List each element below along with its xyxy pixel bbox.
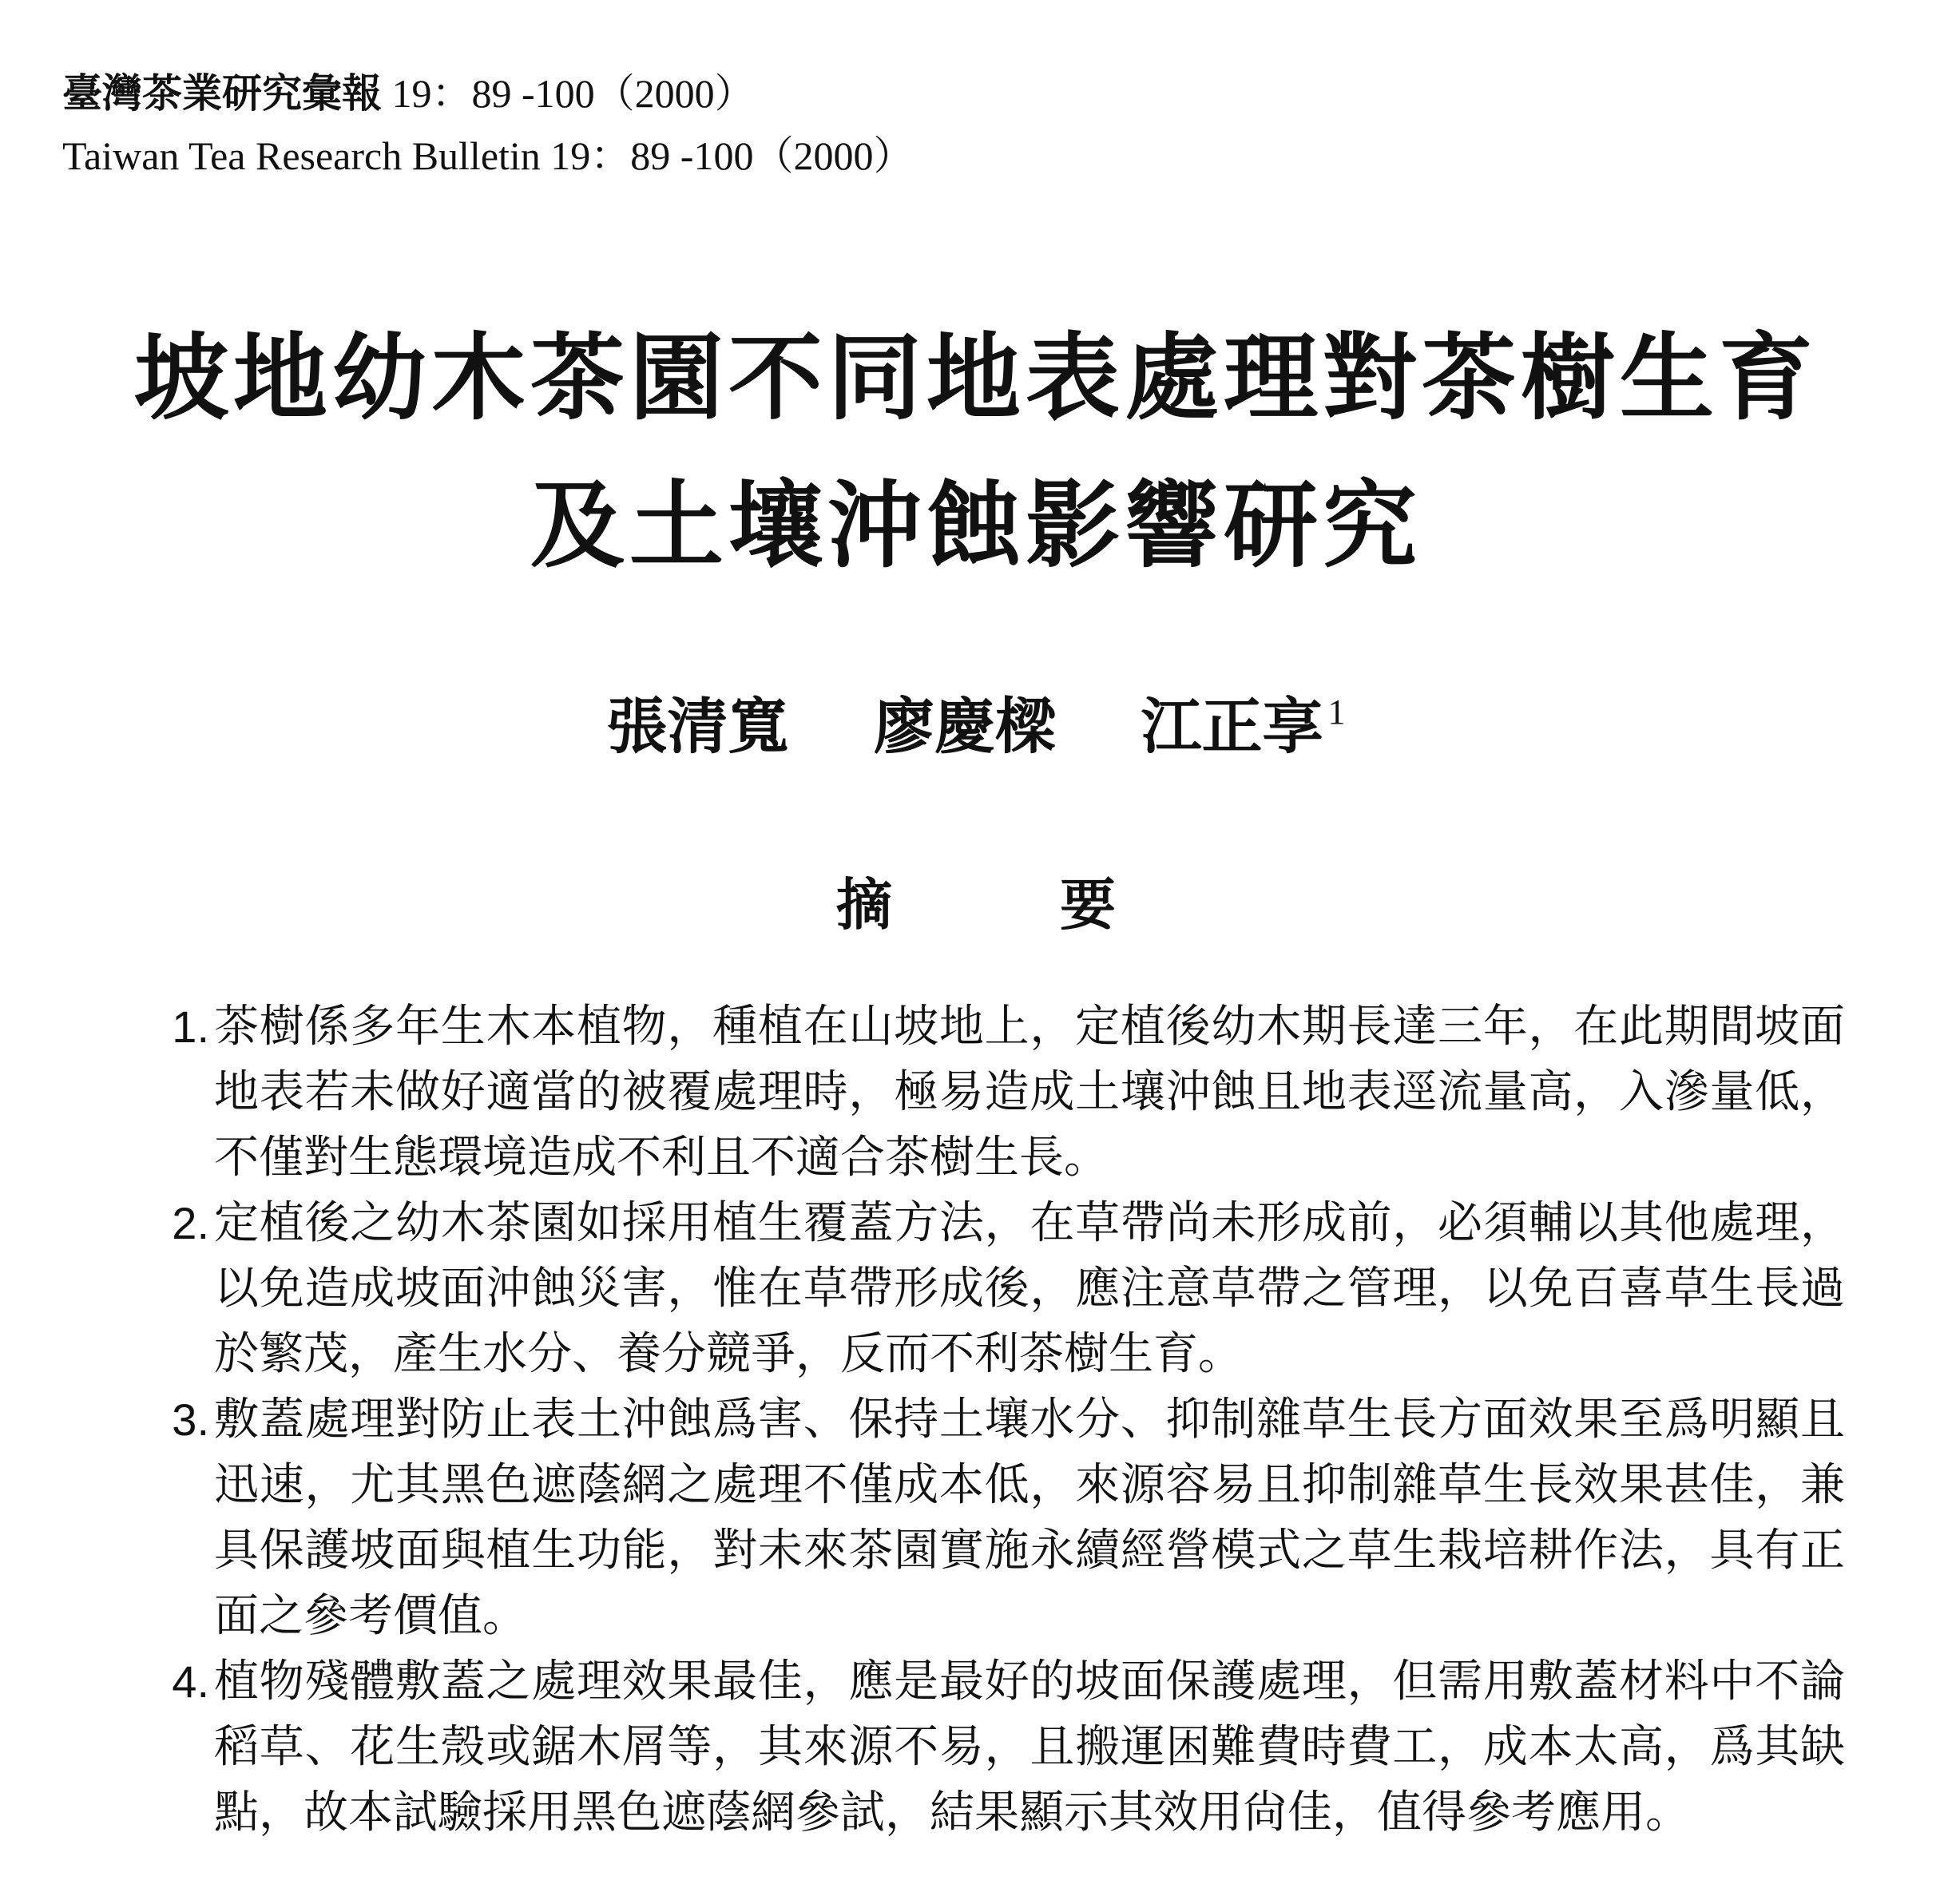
abstract-item-number: 3. — [172, 1394, 209, 1445]
abstract-heading: 摘要 — [836, 872, 1283, 938]
paper-title — [0, 303, 1952, 599]
author-list — [0, 683, 1952, 771]
paper-title-line-2: 及土壤沖蝕影響研究 — [530, 470, 1422, 581]
author-name-text: 江正享 — [1141, 691, 1323, 762]
journal-volume-pages-zh: 19：89 -100（2000） — [382, 71, 755, 116]
abstract-item-text: 定植後之幼木茶園如採用植生覆蓋方法，在草帶尚未形成前，必須輔以其他處理，以免造成坡面沖蝕災害，惟在草帶形成後，應注意草帶之管理，以免百喜草生長過於繁茂，產生水分、養分競爭，反而不利茶樹生育。 — [214, 1197, 1845, 1380]
journal-citation — [62, 62, 913, 187]
abstract-item-text: 敷蓋處理對防止表土沖蝕爲害、保持土壤水分、抑制雜草生長方面效果至爲明顯且迅速，尤其黑色遮蔭網之處理不僅成本低，來源容易且抑制雜草生長效果甚佳，兼具保護坡面與植生功能，對未來茶園實施永續經營模式之草生栽培耕作法，具有正面之參考價值。 — [214, 1394, 1845, 1642]
abstract-list — [168, 994, 1845, 1846]
abstract-item — [168, 1191, 1845, 1387]
abstract-item-text: 植物殘體敷蓋之處理效果最佳，應是最好的坡面保護處理，但需用敷蓋材料中不論稻草、花生殼或鋸木屑等，其來源不易，且搬運困難費時費工，成本太高，爲其缺點，故本試驗採用黑色遮蔭網參試，結果顯示其效用尙佳，值得參考應用。 — [214, 1656, 1845, 1839]
abstract-item-number: 1. — [172, 1002, 209, 1052]
journal-citation-zh — [62, 62, 913, 125]
author-footnote-mark: 1 — [1327, 692, 1346, 732]
abstract-item — [168, 1649, 1845, 1846]
abstract-item — [168, 994, 1845, 1191]
abstract-item-text: 茶樹係多年生木本植物，種植在山坡地上，定植後幼木期長達三年，在此期間坡面地表若未做好適當的被覆處理時，極易造成土壤沖蝕且地表逕流量高，入滲量低，不僅對生態環境造成不利且不適合茶樹生長。 — [214, 1001, 1845, 1184]
abstract-item — [168, 1387, 1845, 1649]
author-name: 張清寬 — [606, 691, 789, 762]
journal-citation-en: Taiwan Tea Research Bulletin 19：89 -100（2000） — [62, 133, 914, 178]
author-name — [1141, 691, 1345, 762]
paper-title-line-1: 坡地幼木茶園不同地表處理對茶樹生育 — [133, 322, 1818, 433]
journal-name-zh: 臺灣茶業研究彙報 — [62, 71, 382, 116]
abstract-item-number: 4. — [172, 1656, 209, 1707]
abstract-item-number: 2. — [172, 1198, 209, 1248]
author-name: 廖慶樑 — [874, 691, 1056, 762]
